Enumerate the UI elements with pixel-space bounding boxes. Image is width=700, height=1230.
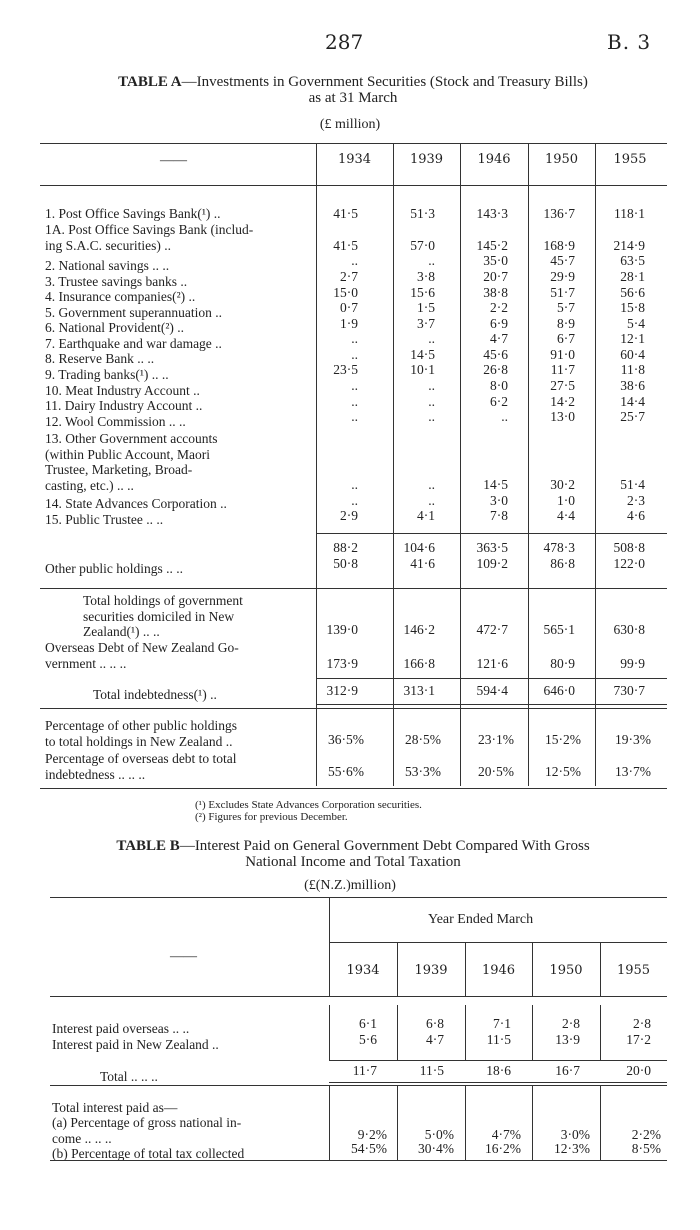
table-a-title-line2: as at 31 March [308, 90, 398, 106]
cell-value: .. [428, 477, 435, 492]
rule [50, 897, 667, 898]
cell-value: .. [351, 253, 358, 268]
cell-value: 6·8 [426, 1016, 444, 1031]
cell-value: 214·9 [613, 238, 645, 253]
cell-value: 13·0 [550, 409, 575, 424]
row-label: Total holdings of government [83, 593, 243, 608]
cell-value: .. [428, 394, 435, 409]
row-label: Overseas Debt of New Zealand Go- [45, 640, 239, 655]
row-label: (within Public Account, Maori [45, 446, 210, 462]
cell-value: 13·9 [555, 1031, 580, 1047]
cell-value: 1·9 [340, 316, 358, 331]
cell-value: 91·0 [550, 347, 575, 362]
row-label: Total .. .. .. [100, 1069, 158, 1084]
row-label: Interest paid in New Zealand .. [52, 1036, 219, 1052]
cell-value: 18·6 [486, 1063, 511, 1078]
cell-value: 38·6 [620, 378, 645, 393]
cell-value: .. [351, 331, 358, 346]
year-header: 1946 [477, 152, 511, 167]
cell-value: 20·7 [483, 269, 508, 284]
cell-value: 6·1 [359, 1016, 377, 1031]
cell-value: 16·2% [485, 1141, 521, 1156]
cell-value: 11·5 [419, 1063, 444, 1078]
table-b-title-prefix: TABLE B [116, 838, 180, 854]
cell-value: 4·6 [627, 508, 645, 523]
rule [50, 1085, 667, 1086]
row-label: vernment .. .. .. [45, 655, 127, 671]
cell-value: .. [351, 378, 358, 393]
cell-value: 118·1 [614, 206, 645, 221]
row-label: 11. Dairy Industry Account .. [45, 398, 203, 413]
cell-value: 4·7% [491, 1127, 521, 1142]
table-a-title-line1: —Investments in Government Securities (Stock and Treasury Bills) [181, 74, 588, 90]
row-label: 9. Trading banks(¹) .. .. [45, 367, 169, 382]
column-rule [329, 942, 330, 996]
cell-value: 12·3% [554, 1141, 590, 1156]
cell-value: 29·9 [550, 269, 575, 284]
cell-value: .. [428, 378, 435, 393]
row-label: 5. Government superannuation .. [45, 305, 222, 320]
row-label: come .. .. .. [52, 1130, 112, 1146]
cell-value: 8·5% [631, 1141, 661, 1156]
row-label: 14. State Advances Corporation .. [45, 496, 227, 511]
cell-value: 143·3 [476, 206, 508, 221]
cell-value: 14·2 [550, 394, 575, 409]
table-b-title-line1: —Interest Paid on General Government Debt Compared With Gross [179, 838, 590, 854]
cell-value: 8·0 [490, 378, 508, 393]
cell-value: 30·2 [550, 477, 575, 492]
column-rule [532, 942, 533, 996]
cell-value: 478·3 [543, 540, 575, 555]
cell-value: 50·8 [333, 556, 358, 571]
cell-value: 51·7 [550, 285, 575, 300]
cell-value: 313·1 [403, 683, 435, 698]
year-header: 1934 [337, 152, 372, 167]
cell-value: 508·8 [613, 540, 645, 555]
cell-value: 54·5% [351, 1141, 387, 1156]
rule [40, 788, 667, 789]
rule [316, 678, 667, 679]
cell-value: 7·8 [490, 508, 508, 523]
cell-value: 6·9 [490, 316, 508, 331]
cell-value: 565·1 [543, 622, 575, 637]
footnote: (¹) Excludes State Advances Corporation securities. [195, 799, 422, 811]
rule [329, 1060, 667, 1061]
cell-value: 146·2 [403, 622, 435, 637]
cell-value: 11·7 [550, 362, 575, 377]
row-label: 2. National savings .. .. [45, 258, 170, 273]
cell-value: 14·5 [410, 347, 435, 362]
cell-value: 121·6 [476, 656, 508, 671]
cell-value: 122·0 [613, 556, 645, 571]
cell-value: 28·5% [405, 732, 441, 747]
footnote: (²) Figures for previous December. [195, 810, 348, 823]
cell-value: 15·8 [620, 300, 645, 315]
cell-value: 41·6 [410, 556, 435, 571]
cell-value: 11·8 [620, 362, 645, 377]
cell-value: 25·7 [620, 409, 645, 424]
cell-value: 4·1 [417, 508, 435, 523]
cell-value: 12·5% [545, 764, 581, 779]
page-reference: B. 3 [607, 30, 652, 54]
cell-value: 63·5 [620, 253, 645, 268]
cell-value: 7·1 [493, 1016, 511, 1031]
table-a-title-prefix: TABLE A [118, 74, 182, 90]
row-label: Percentage of other public holdings [45, 718, 237, 733]
cell-value: 57·0 [410, 238, 435, 253]
year-header: 1946 [481, 963, 516, 978]
cell-value: .. [428, 331, 435, 346]
cell-value: 30·4% [418, 1141, 454, 1156]
rule [40, 708, 667, 709]
cell-value: 6·7 [557, 331, 575, 346]
row-label: to total holdings in New Zealand .. [45, 733, 233, 749]
cell-value: 145·2 [476, 238, 508, 253]
row-label: 15. Public Trustee .. .. [45, 512, 164, 527]
row-label: 3. Trustee savings banks .. [45, 274, 188, 289]
column-rule [397, 942, 398, 996]
cell-value: 38·8 [483, 285, 508, 300]
cell-value: 51·4 [620, 477, 645, 492]
row-label: (a) Percentage of gross national in- [52, 1115, 242, 1130]
rule [316, 704, 667, 705]
row-label: 6. National Provident(²) .. [45, 320, 185, 335]
cell-value: 4·7 [490, 331, 508, 346]
cell-value: .. [351, 493, 358, 508]
column-rule [465, 942, 466, 996]
row-label: indebtedness .. .. .. [45, 766, 146, 782]
cell-value: 5·6 [359, 1031, 377, 1047]
page-number: 287 [325, 30, 364, 54]
cell-value: 166·8 [403, 656, 435, 671]
row-label: 1. Post Office Savings Bank(¹) .. [45, 206, 221, 221]
cell-value: 10·1 [410, 362, 435, 377]
rule [50, 996, 667, 997]
cell-value: 1·0 [557, 493, 575, 508]
cell-value: 630·8 [613, 622, 645, 637]
stub-header: —— [160, 152, 187, 167]
table-a-title [38, 74, 668, 106]
cell-value: 363·5 [476, 540, 508, 555]
cell-value: 2·7 [340, 269, 358, 284]
cell-value: 20·0 [626, 1063, 651, 1078]
year-header: 1955 [613, 152, 647, 167]
cell-value: 55·6% [328, 764, 364, 779]
table-b-title-line2: National Income and Total Taxation [245, 854, 461, 870]
row-label: 10. Meat Industry Account .. [45, 383, 200, 398]
cell-value: 16·7 [555, 1063, 580, 1078]
cell-value: 86·8 [550, 556, 575, 571]
row-label: Interest paid overseas .. .. [52, 1021, 190, 1036]
year-header: 1950 [549, 963, 583, 978]
cell-value: 0·7 [340, 300, 358, 315]
table-a-unit: (£ million) [319, 117, 381, 132]
cell-value: 41·5 [333, 238, 358, 253]
cell-value: 56·6 [620, 285, 645, 300]
cell-value: 23·1% [478, 732, 514, 747]
cell-value: 1·5 [417, 300, 435, 315]
cell-value: 3·0 [490, 493, 508, 508]
row-label: 12. Wool Commission .. .. [45, 414, 186, 429]
cell-value: 14·5 [483, 477, 508, 492]
year-header: 1934 [346, 963, 380, 978]
cell-value: 3·8 [417, 269, 435, 284]
year-ended-header: Year Ended March [428, 912, 534, 927]
cell-value: 646·0 [543, 683, 575, 698]
row-label: (b) Percentage of total tax collected [52, 1146, 245, 1161]
cell-value: 13·7% [615, 764, 651, 779]
rule [50, 1160, 667, 1161]
cell-value: 45·7 [550, 253, 575, 268]
cell-value: 8·9 [557, 316, 575, 331]
cell-value: 2·8 [633, 1016, 651, 1031]
cell-value: .. [351, 347, 358, 362]
column-rule [600, 942, 601, 996]
cell-value: 11·7 [352, 1063, 377, 1078]
cell-value: 88·2 [333, 540, 358, 555]
cell-value: 2·9 [340, 508, 358, 523]
cell-value: 23·5 [333, 362, 358, 377]
cell-value: 19·3% [615, 732, 651, 747]
row-label: 13. Other Government accounts [45, 431, 218, 446]
cell-value: 109·2 [476, 556, 508, 571]
table-b-unit: (£(N.Z.)million) [304, 878, 396, 893]
cell-value: 5·0% [424, 1127, 454, 1142]
cell-value: 99·9 [620, 656, 645, 671]
year-header: 1939 [409, 152, 444, 167]
cell-value: 2·3 [627, 493, 645, 508]
cell-value: .. [428, 409, 435, 424]
cell-value: 20·5% [478, 764, 514, 779]
row-label: Total interest paid as— [52, 1100, 178, 1115]
row-label: Trustee, Marketing, Broad- [45, 462, 193, 478]
cell-value: 594·4 [476, 683, 508, 698]
cell-value: .. [351, 477, 358, 492]
cell-value: 53·3% [405, 764, 441, 779]
cell-value: 139·0 [326, 622, 358, 637]
table-b-title [38, 838, 668, 870]
cell-value: 4·4 [557, 508, 575, 523]
cell-value: 35·0 [483, 253, 508, 268]
rule [329, 1082, 667, 1083]
row-label: securities domiciled in New [83, 608, 235, 624]
row-label: 8. Reserve Bank .. .. [45, 351, 155, 366]
cell-value: 3·7 [417, 316, 435, 331]
cell-value: 41·5 [333, 206, 358, 221]
row-label: Percentage of overseas debt to total [45, 751, 237, 766]
cell-value: 5·7 [557, 300, 575, 315]
cell-value: 15·0 [333, 285, 358, 300]
cell-value: 312·9 [326, 683, 358, 698]
row-label: 4. Insurance companies(²) .. [45, 289, 196, 304]
year-header: 1955 [616, 963, 651, 978]
cell-value: 3·0% [560, 1127, 590, 1142]
cell-value: .. [428, 493, 435, 508]
cell-value: .. [428, 253, 435, 268]
cell-value: 2·8 [562, 1016, 580, 1031]
rule [316, 533, 667, 534]
cell-value: 11·5 [486, 1031, 511, 1047]
cell-value: 6·2 [490, 394, 508, 409]
cell-value: .. [351, 394, 358, 409]
cell-value: 14·4 [620, 394, 645, 409]
year-header: 1950 [544, 152, 579, 167]
rule [40, 588, 667, 589]
cell-value: 17·2 [626, 1031, 651, 1047]
row-label: Other public holdings .. .. [45, 561, 183, 576]
cell-value: 730·7 [613, 683, 645, 698]
cell-value: 4·7 [426, 1031, 444, 1047]
cell-value: 28·1 [620, 269, 645, 284]
rule [40, 143, 667, 144]
cell-value: 60·4 [620, 347, 645, 362]
cell-value: 136·7 [543, 206, 575, 221]
cell-value: 45·6 [483, 347, 508, 362]
rule [329, 942, 667, 943]
cell-value: 15·6 [410, 285, 435, 300]
cell-value: 27·5 [550, 378, 575, 393]
cell-value: 2·2 [490, 300, 508, 315]
cell-value: 5·4 [627, 316, 645, 331]
cell-value: 36·5% [328, 732, 364, 747]
rule [40, 185, 667, 186]
cell-value: 12·1 [620, 331, 645, 346]
cell-value: 51·3 [410, 206, 435, 221]
year-header: 1939 [414, 963, 448, 978]
cell-value: 472·7 [476, 622, 508, 637]
row-label: 1A. Post Office Savings Bank (includ- [45, 222, 254, 237]
row-label: casting, etc.) .. .. [45, 477, 134, 493]
stub-header: —— [170, 948, 197, 963]
cell-value: 80·9 [550, 656, 575, 671]
cell-value: .. [501, 409, 508, 424]
cell-value: 9·2% [357, 1127, 387, 1142]
row-label: 7. Earthquake and war damage .. [45, 336, 222, 351]
cell-value: 173·9 [326, 656, 358, 671]
row-label: ing S.A.C. securities) .. [45, 237, 171, 253]
cell-value: 2·2% [631, 1127, 661, 1142]
cell-value: 15·2% [545, 732, 581, 747]
row-label: Zealand(¹) .. .. [83, 624, 160, 640]
cell-value: 168·9 [543, 238, 575, 253]
cell-value: 26·8 [483, 362, 508, 377]
row-label: Total indebtedness(¹) .. [93, 687, 217, 702]
cell-value: 104·6 [403, 540, 435, 555]
cell-value: .. [351, 409, 358, 424]
